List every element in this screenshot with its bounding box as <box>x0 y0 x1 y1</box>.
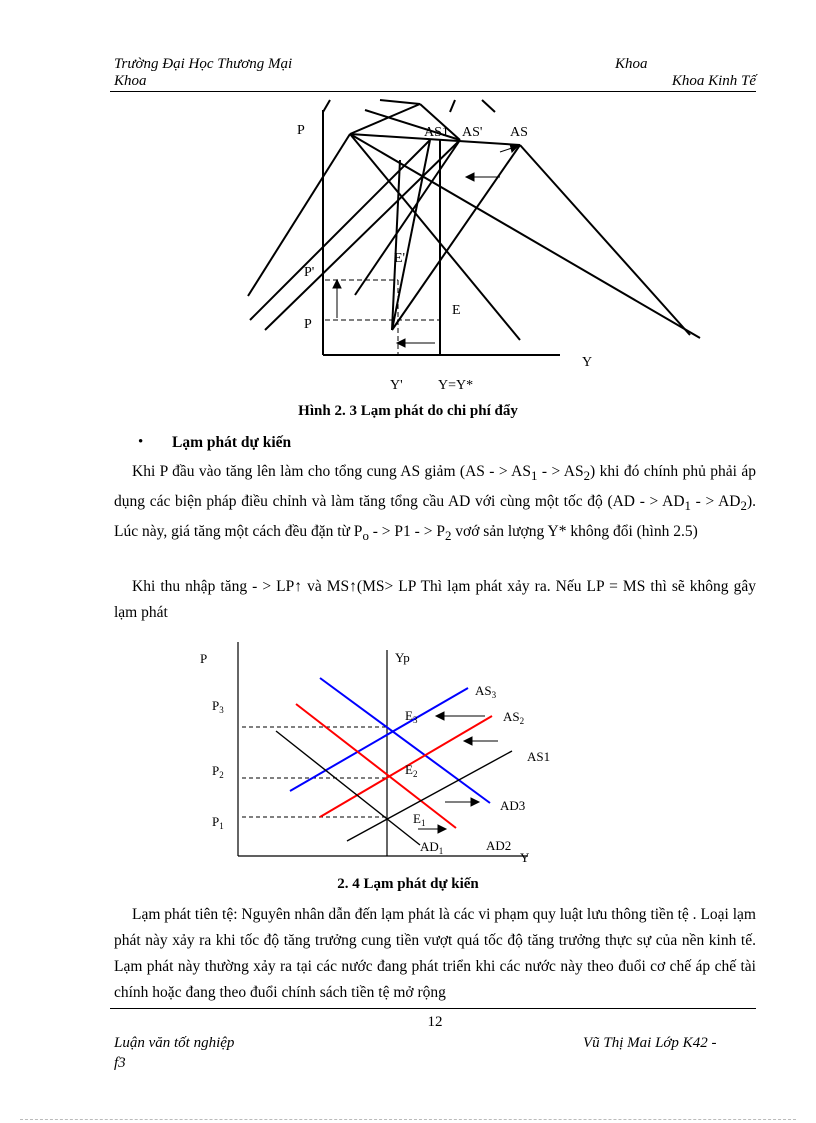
fig2-label-y-axis: Y <box>520 850 530 865</box>
fig1-label-e: E <box>452 303 461 318</box>
fig2-label-p-axis: P <box>200 651 208 666</box>
fig1-label-y-axis: Y <box>582 355 593 370</box>
header-rule <box>110 91 756 92</box>
fig2-label-ad1: $AD_1$ <box>420 839 444 856</box>
fig2-label-p3: $P_3$ <box>212 698 224 715</box>
fig2-label-ad2: AD2 <box>486 838 512 853</box>
header-khoa-right: Khoa <box>615 56 648 72</box>
figure-cost-push-inflation <box>230 96 710 396</box>
fig2-label-as3: $AS_3$ <box>475 683 497 700</box>
fig2-label-e3: $E_3$ <box>405 708 418 725</box>
paragraph-monetary-inflation: Lạm phát tiên tệ: Nguyên nhân dẫn đến lạm phát là các vi phạm quy luật lưu thông tiền tệ . Loại lạm phát này xảy ra khi tốc độ tăng trưởng cung tiền vượt quá tốc độ tăng trưởng thực sự của nền kinh tế. Lạm phát này thường xảy ra tại các nước đang phát triển khi các nước này theo đuổi cơ chế áp chế tài chính hoặc đang theo đuổi chính sách tiền tệ mở rộng <box>114 906 756 1001</box>
section-title: Lạm phát dự kiến <box>172 434 292 451</box>
figure-expected-inflation <box>195 640 555 870</box>
fig2-as1-line <box>347 751 512 841</box>
paragraph-expected-inflation: Khi P đầu vào tăng lên làm cho tổng cung AS giảm (AS - > $AS_1$ - > $AS_2$) khi đó chính phủ phải áp dụng các biện pháp điều chỉnh và làm tăng tổng cầu AD với cùng một tốc độ (AD - > $AD_1$ - > $AD_2$). Lúc này, giá tăng một cách đều đặn từ $P_o$ - > P1 - > $P_2$ vơớ sản lượng Y* không đổi (hình 2.5) <box>114 463 757 544</box>
fig1-label-e-prime: E' <box>394 251 406 266</box>
header-school: Trường Đại Học Thương Mại <box>114 56 293 72</box>
fig1-label-p: P <box>304 317 312 332</box>
footer-rule <box>110 1008 756 1009</box>
header-faculty: Khoa Kinh Tế <box>671 73 756 89</box>
fig2-label-p1: $P_1$ <box>212 814 224 831</box>
fig2-label-e1: $E_1$ <box>413 811 426 828</box>
paragraph-money-demand: Khi thu nhập tăng - > LP↑ và MS↑(MS> LP Thì lạm phát xảy ra. Nếu LP = MS thì sẽ không gây lạm phát <box>114 578 756 621</box>
figure2-caption: 2. 4 Lạm phát dự kiến <box>337 876 479 892</box>
fig2-label-p2: $P_2$ <box>212 763 224 780</box>
fig1-label-p-prime: P' <box>304 265 315 280</box>
footer-left-2: f3 <box>114 1055 126 1071</box>
fig2-label-ad3: AD3 <box>500 798 526 813</box>
fig1-label-y-prime: Y' <box>390 378 403 393</box>
fig1-label-p-axis: P <box>297 123 305 138</box>
fig1-label-as1: AS1 <box>424 125 449 140</box>
fig1-label-as: AS <box>510 125 528 140</box>
fig2-label-e2: $E_2$ <box>405 762 418 779</box>
fig2-label-yp: Yp <box>395 650 410 665</box>
fig2-label-as2: $AS_2$ <box>503 709 525 726</box>
page-number: 12 <box>427 1014 443 1030</box>
fig1-label-y-star: Y=Y* <box>438 378 474 393</box>
footer-right: Vũ Thị Mai Lớp K42 - <box>583 1035 717 1051</box>
bullet: • <box>138 434 144 450</box>
fig2-as3-line <box>290 688 468 791</box>
figure1-caption: Hình 2. 3 Lạm phát do chi phí đẩy <box>298 403 518 419</box>
fig1-label-as-prime: AS' <box>462 125 483 140</box>
header-khoa-left: Khoa <box>114 73 147 89</box>
fig2-ad1-line <box>276 731 420 845</box>
fig2-label-as1: AS1 <box>527 749 551 764</box>
page-bottom-divider <box>20 1119 796 1120</box>
footer-left-1: Luận văn tốt nghiệp <box>114 1035 235 1051</box>
